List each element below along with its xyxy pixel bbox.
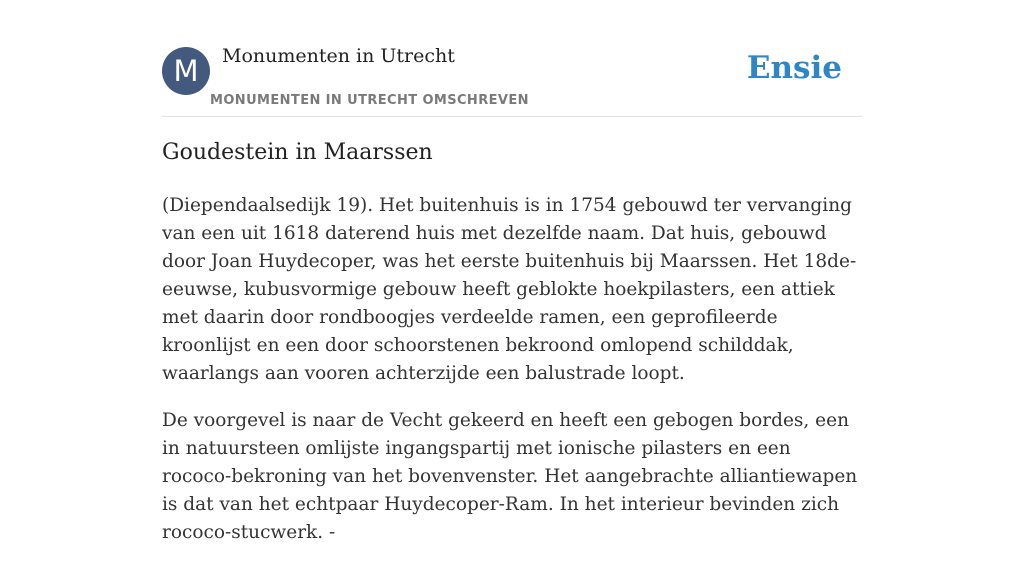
article-title: Goudestein in Maarssen [162, 140, 433, 165]
article-paragraph: De voorgevel is naar de Vecht gekeerd en heeft een gebogen bordes, een in natuursteen omlijste ingangspartij met ionische pilasters en een rococo-bekroning van het bovenvenster. Het aangebrachte alliantiewapen is dat van het echtpaar Huydecoper-Ram. In het interieur bevinden zich rococo-stucwerk. - [162, 410, 858, 543]
article-body [162, 192, 862, 566]
site-title[interactable]: Monumenten in Utrecht [222, 45, 455, 67]
site-subtitle: MONUMENTEN IN UTRECHT OMSCHREVEN [210, 93, 529, 108]
site-header [162, 0, 862, 117]
article-paragraph: (Diependaalsedijk 19). Het buitenhuis is in 1754 gebouwd ter vervanging van een uit 1618 daterend huis met dezelfde naam. Dat huis, gebouwd door Joan Huydecoper, was het eerste buitenhuis bij Maarssen. Het 18de-eeuwse, kubusvormige gebouw heeft geblokte hoekpilasters, een attiek met daarin door rondboogjes verdeelde ramen, een geprofileerde kroonlijst en een door schoorstenen bekroond omlopend schilddak, waarlangs aan vooren achterzijde een balustrade loopt. [162, 195, 857, 384]
avatar[interactable]: M [162, 47, 210, 95]
brand-logo-link[interactable]: Ensie [746, 50, 842, 86]
